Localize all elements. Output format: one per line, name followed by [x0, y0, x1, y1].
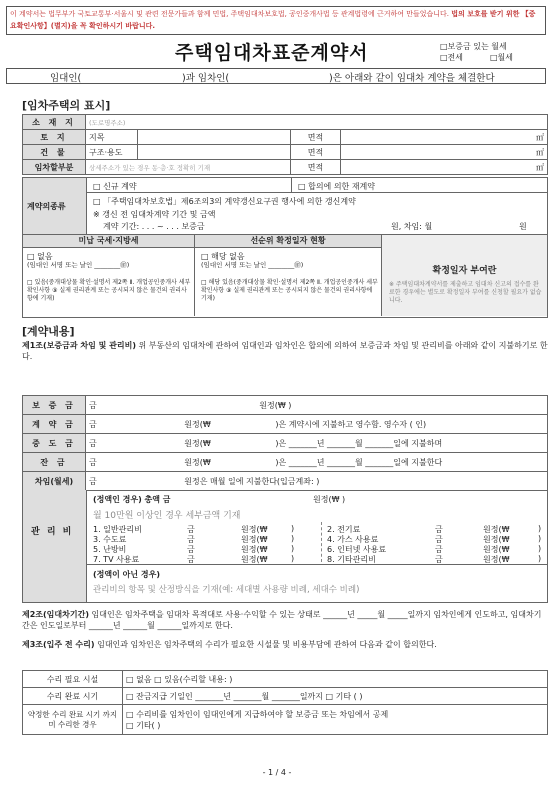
checkbox-priority-none[interactable]: □ 해당 없음 [201, 252, 245, 261]
contract-type-label-cell [23, 178, 87, 234]
rented-part-field[interactable]: 상세주소가 있는 경우 동·층·호 정확히 기재 [86, 160, 291, 175]
middle-won: 원정(₩ [184, 438, 211, 448]
section-property-title: [임차주택의 표시] [22, 99, 111, 112]
building-area-field[interactable]: ㎡ [341, 145, 548, 160]
rented-area-label: 면적 [291, 160, 341, 175]
mgmt-item-right-label: 4. 가스 사용료 [327, 535, 379, 544]
repair-fail-field[interactable] [123, 705, 548, 735]
balance-tail: )은 _______년 _______월 _______일에 지불한다 [275, 457, 443, 467]
mgmt-item-right-close: ) [538, 554, 542, 563]
checkbox-tax-exists[interactable]: □ 있음(중개대상물 확인·설명서 제2쪽 Ⅱ. 개업공인중개사 세부 확인사항 ⑨ 실제 권리관계 또는 공시되지 않은 물건의 권리사항에 기재) [27, 279, 191, 302]
lessee-label: )과 임차인( [182, 73, 230, 84]
article-2-text: 임대인은 임차주택을 임대차 목적대로 사용·수익할 수 있는 상태로 ______년 _____월 _____일까지 임차인에게 인도하고, 임대차기간은 인도일로부터 ______년 ______월 ______일까지로 한다. [22, 610, 542, 630]
checkbox-renewal-right[interactable]: □ 「주택임대차보호법」제6조의3의 계약갱신요구권 행사에 의한 갱신계약 [93, 197, 356, 206]
mgmt-item-right-won: 원정(₩ [483, 535, 510, 544]
renewal-period[interactable]: 계약 기간: . . . ~ . . . 보증금 [103, 222, 205, 231]
mgmt-item-left-won: 원정(₩ [241, 525, 268, 534]
middle-payment-field[interactable] [86, 434, 548, 453]
middle-payment-label: 중 도 금 [23, 434, 86, 453]
mgmt-item-right-close: ) [538, 524, 542, 533]
mgmt-item-right-won: 원정(₩ [483, 555, 510, 564]
party-line [6, 68, 546, 84]
article-1-text: 위 부동산의 임대차에 관하여 임대인과 임차인은 합의에 의하여 보증금과 차임 및 관리비를 아래와 같이 지불하기로 한다. [22, 341, 548, 361]
mgmt-item-right-won: 원정(₩ [483, 545, 510, 554]
building-type-field[interactable] [138, 145, 291, 160]
mgmt-item-left-geum: 금 [187, 555, 195, 564]
checkbox-priority-exists[interactable]: □ 해당 있음(중개대상물 확인·설명서 제2쪽 Ⅱ. 개업공인중개사 세부 확인사항 ⑨ 실제 권리관계 또는 공시되지 않은 물건의 권리사항에 기재) [201, 279, 378, 302]
repair-need-field[interactable]: □ 없음 □ 있음(수리할 내용: ) [123, 671, 548, 688]
mgmt-item-right-won: 원정(₩ [483, 525, 510, 534]
mgmt-item-right-close: ) [538, 544, 542, 553]
mgmt-item-left-label: 7. TV 사용료 [93, 555, 140, 564]
building-area-label: 면적 [291, 145, 341, 160]
land-label: 토 지 [23, 130, 86, 145]
land-area-label: 면적 [291, 130, 341, 145]
notice-text-c: 【중요확인사항】(별지) [10, 10, 536, 30]
notice-text-a: 이 계약서는 법무부가 국토교통부·서울시 및 관련 전문가들과 함께 민법, 주택임대차보호법, 공인중개사법 등 관계법령에 근거하여 만들었습니다. [10, 10, 450, 18]
rent-field[interactable] [86, 472, 548, 491]
mgmt-nonfixed-hint: 관리비의 항목 및 산정방식을 기재(예: 세대별 사용량 비례, 세대수 비례) [93, 585, 360, 595]
rent-geum: 금 [89, 476, 97, 486]
middle-tail: )은 _______년 _______월 _______일에 지불하며 [275, 438, 443, 448]
address-field[interactable]: (도로명주소) [86, 115, 548, 130]
mgmt-items-divider [321, 522, 322, 562]
mgmt-fee-box [22, 490, 548, 603]
section-contract-title: [계약내용] [22, 325, 75, 338]
tax-none-sign[interactable]: (임대인 서명 또는 날인 ________㊞) [27, 261, 130, 269]
repair-done-field[interactable]: □ 잔금지급 기일인 _______년 _______월 _______일까지 □ 기타 ( ) [123, 688, 548, 705]
mgmt-item-left-label: 5. 난방비 [93, 545, 127, 554]
checkbox-monthly[interactable]: □월세 [490, 53, 514, 62]
address-label: 소 재 지 [23, 115, 86, 130]
article-2-title: 제2조(임대차기간) [22, 610, 89, 619]
payment-table [22, 395, 548, 491]
rent-tail: 원정은 매월 일에 지불한다(입금계좌: ) [184, 476, 320, 486]
priority-header: 선순위 확정일자 현황 [195, 235, 382, 248]
legal-notice [6, 6, 546, 35]
balance-label: 잔 금 [23, 453, 86, 472]
mgmt-item-left-geum: 금 [187, 535, 195, 544]
mgmt-label-cell [23, 490, 87, 602]
mgmt-item-left-close: ) [291, 534, 295, 543]
mgmt-item-left-geum: 금 [187, 545, 195, 554]
building-type-label: 구조·용도 [86, 145, 138, 160]
tax-header: 미납 국세·지방세 [23, 235, 195, 248]
mgmt-item-left-label: 3. 수도료 [93, 535, 127, 544]
mgmt-item-left-won: 원정(₩ [241, 535, 268, 544]
mgmt-item-right-geum: 금 [435, 555, 443, 564]
down-geum: 금 [89, 419, 97, 429]
repair-done-label: 수리 완료 시기 [23, 688, 123, 705]
article-1 [22, 340, 548, 362]
rent-label: 차임(월세) [23, 472, 86, 491]
priority-none-sign[interactable]: (임대인 서명 또는 날인 ________㊞) [201, 261, 304, 269]
checkbox-deposit-monthly[interactable]: □보증금 있는 월세 [440, 42, 507, 51]
land-type-field[interactable] [138, 130, 291, 145]
notice-text-d: 을 꼭 확인하시기 바랍니다. [70, 22, 156, 30]
lessor-label: 임대인( [50, 73, 82, 84]
mgmt-nonfixed-title: (정액이 아닌 경우) [93, 570, 160, 579]
balance-field[interactable] [86, 453, 548, 472]
deposit-field[interactable] [86, 396, 548, 415]
balance-geum: 금 [89, 457, 97, 467]
mgmt-item-left-won: 원정(₩ [241, 555, 268, 564]
mgmt-label: 관 리 비 [31, 527, 74, 537]
mgmt-item-left-close: ) [291, 544, 295, 553]
renewal-note: ※ 갱신 전 임대차계약 기간 및 금액 [93, 210, 216, 219]
party-tail: )은 아래와 같이 임대차 계약을 체결한다 [329, 73, 495, 84]
renewal-rent[interactable]: 원, 차임: 월 [391, 222, 433, 231]
rented-part-label: 임차할부분 [23, 160, 86, 175]
mgmt-item-left-geum: 금 [187, 525, 195, 534]
repair-table [22, 670, 548, 735]
checkbox-agreed-renewal[interactable]: □ 합의에 의한 재계약 [298, 182, 376, 191]
mgmt-item-left-close: ) [291, 554, 295, 563]
land-area-field[interactable]: ㎡ [341, 130, 548, 145]
checkbox-new-contract[interactable]: □ 신규 계약 [93, 182, 137, 191]
down-tail: )은 계약시에 지불하고 영수함. 영수자 ( 인) [275, 419, 427, 429]
mgmt-fixed-title: (정액인 경우) 총액 금 [93, 495, 171, 504]
renewal-rent-unit: 원 [519, 222, 527, 231]
contract-type-divider [291, 178, 292, 192]
mgmt-item-right-geum: 금 [435, 545, 443, 554]
fixed-date-header: 확정일자 부여란 [432, 266, 497, 276]
balance-won: 원정(₩ [184, 457, 211, 467]
land-type-label: 지목 [86, 130, 138, 145]
contract-type-box [22, 177, 548, 235]
repair-need-label: 수리 필요 시설 [23, 671, 123, 688]
checkbox-repair-other[interactable]: □ 기타( ) [126, 720, 161, 730]
page-number: - 1 / 4 - [262, 768, 292, 777]
mgmt-item-right-label: 2. 전기료 [327, 525, 361, 534]
fixed-date-note: ※ 주택임대차계약서를 제출하고 임대차 신고의 접수를 완료한 경우에는 별도로 확정일자 부여를 신청할 필요가 없습니다. [389, 281, 542, 304]
article-1-title: 제1조(보증금과 차임 및 관리비) [22, 341, 136, 350]
property-table [22, 114, 548, 175]
deposit-label: 보 증 금 [23, 396, 86, 415]
page-title: 주택임대차표준계약서 [175, 42, 369, 64]
tax-divider [194, 247, 195, 316]
article-3-text: 임대인과 임차인은 임차주택의 수리가 필요한 시설물 및 비용부담에 관하여 다음과 같이 합의한다. [97, 640, 437, 649]
mgmt-item-left-won: 원정(₩ [241, 545, 268, 554]
deposit-geum: 금 [89, 400, 97, 410]
mgmt-divider [87, 564, 547, 565]
rented-area-field[interactable]: ㎡ [341, 160, 548, 175]
mgmt-item-right-label: 8. 기타관리비 [327, 555, 376, 564]
article-3 [22, 639, 548, 650]
building-label: 건 물 [23, 145, 86, 160]
mgmt-fixed-won[interactable]: 원정(₩ ) [313, 495, 346, 504]
tax-priority-box [22, 235, 548, 318]
article-2 [22, 609, 548, 631]
checkbox-repair-deduct[interactable]: □ 수리비를 임차인이 임대인에게 지급하여야 할 보증금 또는 차임에서 공제 [126, 709, 389, 719]
contract-type-label: 계약의종류 [27, 202, 66, 211]
priority-divider [381, 247, 382, 316]
down-won: 원정(₩ [184, 419, 211, 429]
middle-geum: 금 [89, 438, 97, 448]
mgmt-item-right-geum: 금 [435, 525, 443, 534]
mgmt-hint: 월 10만원 이상인 경우 세부금액 기재 [93, 511, 241, 521]
checkbox-tax-none[interactable]: □ 없음 [27, 252, 53, 261]
down-payment-field[interactable] [86, 415, 548, 434]
mgmt-item-right-close: ) [538, 534, 542, 543]
down-payment-label: 계 약 금 [23, 415, 86, 434]
mgmt-item-right-geum: 금 [435, 535, 443, 544]
mgmt-item-left-close: ) [291, 524, 295, 533]
checkbox-jeonse[interactable]: □전세 [440, 53, 464, 62]
article-3-title: 제3조(입주 전 수리) [22, 640, 95, 649]
notice-text-b: 법의 보호를 받기 위한 [451, 10, 520, 18]
mgmt-item-left-label: 1. 일반관리비 [93, 525, 142, 534]
mgmt-item-right-label: 6. 인터넷 사용료 [327, 545, 387, 554]
deposit-won: 원정(₩ ) [259, 400, 292, 410]
repair-fail-label: 약정한 수리 완료 시기 까지 미 수리한 경우 [23, 705, 123, 735]
